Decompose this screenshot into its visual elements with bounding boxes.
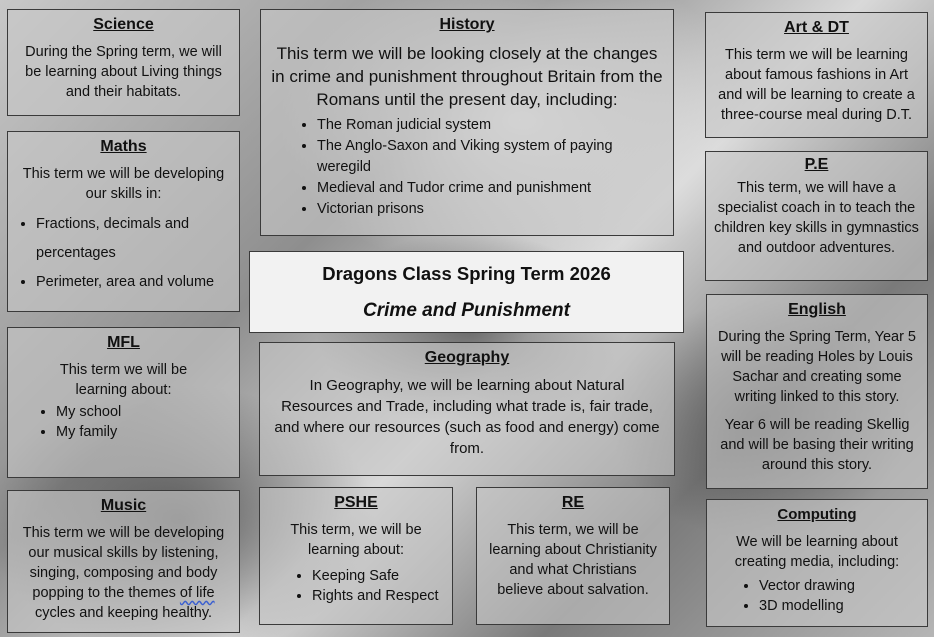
geography-text: In Geography, we will be learning about Natural Resources and Trade, including what trade is, fair trade, and where our resources (such as food and energy) come from.: [274, 377, 660, 457]
history-title: History: [439, 16, 495, 33]
banner-title: Dragons Class Spring Term 2026: [322, 263, 611, 284]
list-item: • Medieval and Tudor crime and punishment: [317, 178, 665, 199]
maths-box: [7, 131, 240, 312]
computing-list: [715, 576, 919, 616]
re-text: This term, we will be learning about Christianity and what Christians believe about salvation.: [489, 522, 657, 598]
banner-topic: Crime and Punishment: [363, 300, 570, 321]
music-title: Music: [100, 497, 147, 514]
art-dt-title: Art & DT: [784, 19, 849, 36]
art-dt-box: [705, 12, 928, 138]
computing-title: Computing: [777, 506, 857, 523]
maths-intro: This term we will be developing our skills in:: [22, 166, 225, 202]
list-item: • Rights and Respect: [312, 586, 444, 606]
list-item: • Fractions, decimals and percentages: [36, 210, 231, 268]
music-text-start: This term we will be developing our musical skills by listening, singing, composing and body popping to the themes: [22, 525, 225, 601]
science-box: [7, 9, 240, 116]
list-item: • Keeping Safe: [312, 566, 444, 586]
history-box: [260, 9, 674, 236]
class-banner: [249, 251, 684, 333]
pshe-title: PSHE: [334, 494, 378, 511]
history-intro: This term we will be looking closely at the changes in crime and punishment throughout Britain from the Romans until the present day, including:: [271, 44, 663, 109]
list-item: • The Roman judicial system: [317, 115, 665, 136]
mfl-intro: This term we will be learning about:: [59, 362, 188, 398]
art-dt-text: This term we will be learning about famous fashions in Art and will be learning to create a three-course meal during D.T.: [718, 47, 915, 123]
computing-box: [706, 499, 928, 627]
music-text-end: cycles and keeping healthy.: [34, 605, 213, 621]
history-list: [269, 115, 665, 220]
pe-title: P.E: [804, 156, 829, 173]
maths-list: [16, 210, 231, 297]
mfl-title: MFL: [107, 334, 140, 351]
english-box: [706, 294, 928, 489]
list-item: • Victorian prisons: [317, 199, 665, 220]
list-item: • 3D modelling: [759, 596, 919, 616]
list-item: • My school: [56, 402, 231, 422]
mfl-box: [7, 327, 240, 478]
music-text-underlined: of life: [179, 585, 215, 601]
list-item: • The Anglo-Saxon and Viking system of paying weregild: [317, 136, 665, 178]
maths-title: Maths: [100, 138, 147, 155]
english-para2: Year 6 will be reading Skellig and will be basing their writing around this story.: [720, 417, 914, 473]
geography-box: [259, 342, 675, 476]
re-box: [476, 487, 670, 625]
list-item: • Vector drawing: [759, 576, 919, 596]
pshe-list: [268, 566, 444, 606]
list-item: • Perimeter, area and volume: [36, 268, 231, 297]
geography-title: Geography: [424, 349, 510, 366]
science-text: During the Spring term, we will be learning about Living things and their habitats.: [25, 44, 222, 100]
pshe-intro: This term, we will be learning about:: [290, 522, 422, 558]
pe-text: This term, we will have a specialist coach in to teach the children key skills in gymnastics and outdoor adventures.: [714, 180, 919, 256]
computing-intro: We will be learning about creating media, including:: [734, 534, 900, 570]
list-item: • My family: [56, 422, 231, 442]
english-para1: During the Spring Term, Year 5 will be reading Holes by Louis Sachar and creating some writing linked to this story.: [717, 329, 916, 405]
re-title: RE: [561, 494, 585, 511]
science-title: Science: [93, 16, 154, 33]
mfl-list: [16, 402, 231, 442]
music-text: [16, 523, 231, 623]
music-box: [7, 490, 240, 633]
pe-box: [705, 151, 928, 281]
pshe-box: [259, 487, 453, 625]
english-title: English: [788, 301, 846, 318]
